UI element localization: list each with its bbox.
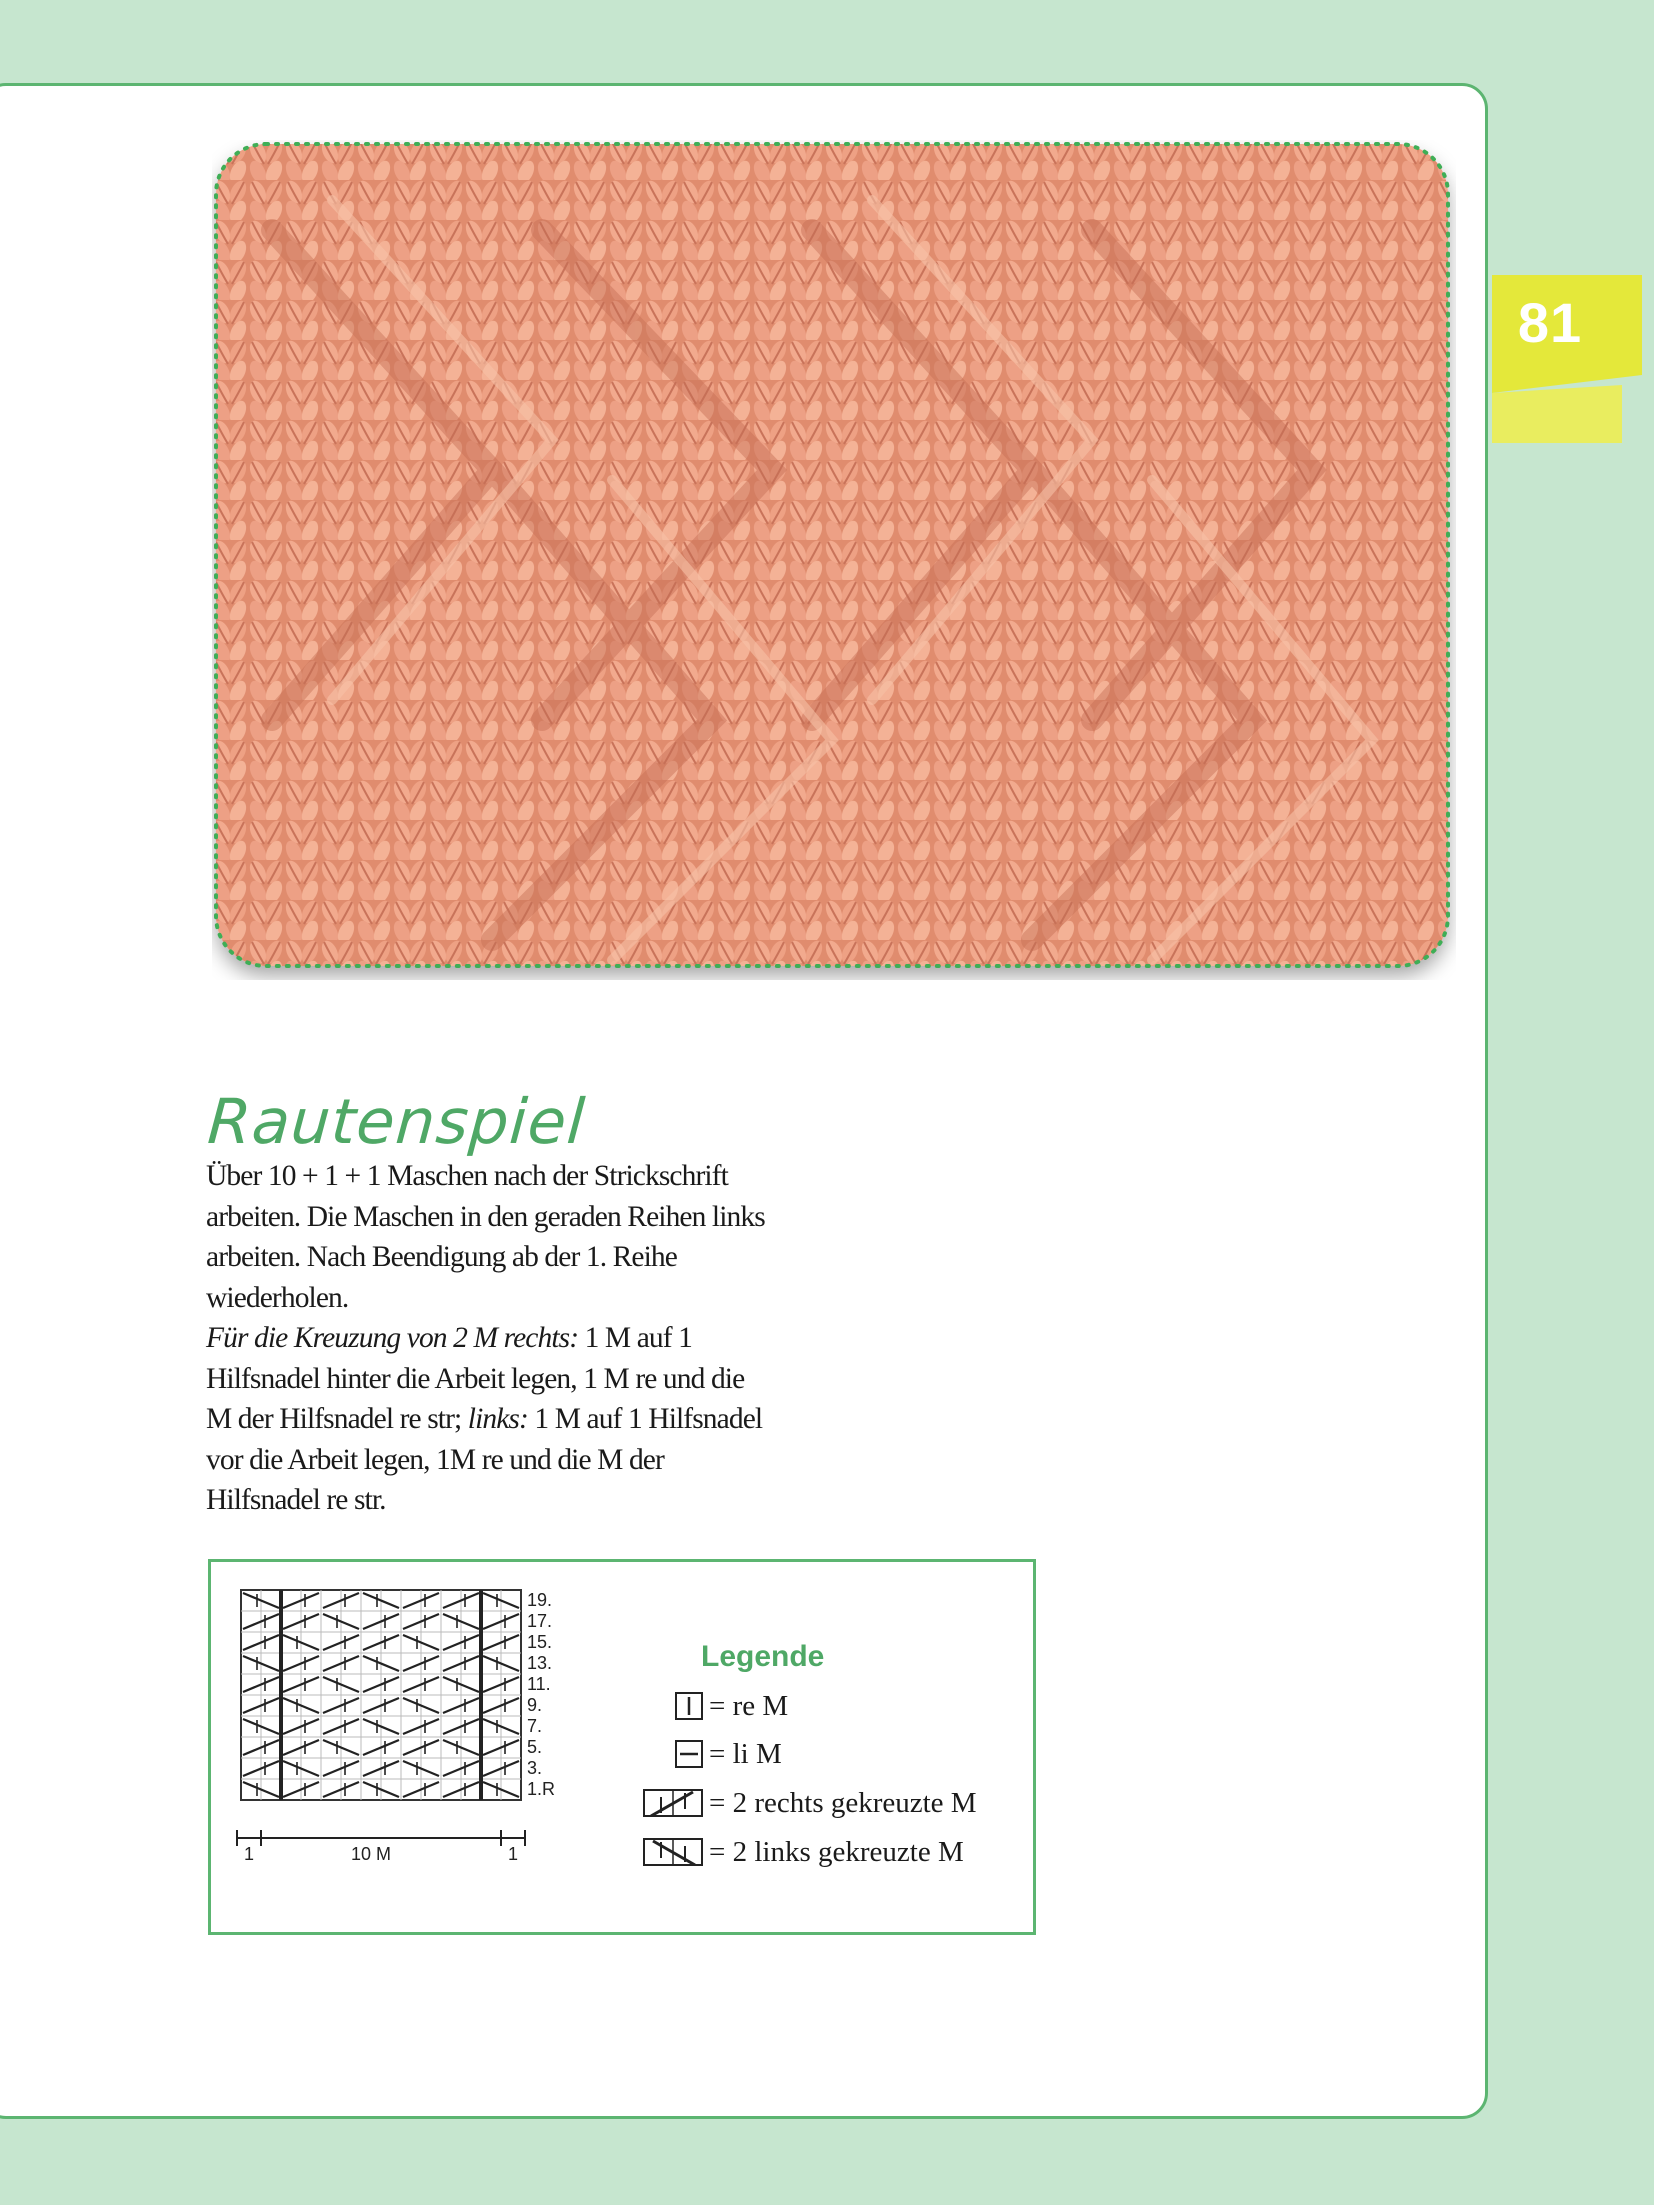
row-label: 19. — [527, 1590, 553, 1610]
legend-item-knit — [631, 1686, 788, 1726]
knit-stitch-symbol-icon — [631, 1692, 703, 1720]
knitting-chart — [211, 1562, 611, 1932]
row-label: 3. — [527, 1758, 543, 1778]
cross-instructions — [206, 1318, 766, 1521]
cross-intro: Für die Kreuzung von 2 M rechts: — [206, 1322, 579, 1354]
left-cross-symbol-icon — [631, 1838, 703, 1866]
row-label: 17. — [527, 1611, 553, 1631]
legend-item-label: = 2 links gekreuzte M — [709, 1835, 964, 1868]
legend-title: Legende — [701, 1640, 825, 1673]
purl-stitch-symbol-icon — [631, 1740, 703, 1768]
legend-item-label: = li M — [709, 1737, 782, 1770]
cross-right-text: 1 M auf 1 Hilfsnadel hinter die Arbeit legen, 1 M re und die M der Hilfsnadel re str; — [206, 1322, 745, 1435]
scale-label: 1 — [243, 1844, 255, 1864]
legend-item-label: = re M — [709, 1689, 789, 1722]
pattern-instructions — [206, 1156, 766, 1521]
right-cross-symbol-icon — [631, 1789, 703, 1817]
pattern-title: Rautenspiel — [205, 1085, 588, 1158]
row-label: 7. — [527, 1716, 543, 1736]
scale-label: 10 M — [350, 1844, 392, 1864]
chart-box — [208, 1559, 1036, 1935]
scale-label: 1 — [507, 1844, 519, 1864]
row-label: 1.R — [527, 1779, 556, 1799]
row-label: 15. — [527, 1632, 553, 1652]
knitted-swatch-photo — [212, 140, 1456, 980]
page-number: 81 — [1517, 291, 1583, 354]
legend-item-right-cross — [631, 1783, 977, 1823]
cross-left-text: 1 M auf 1 Hilfsnadel vor die Arbeit legen, 1M re und die M der Hilfsnadel re str. — [206, 1403, 763, 1516]
row-label: 13. — [527, 1653, 553, 1673]
legend-item-purl — [631, 1734, 782, 1774]
legend-item-label: = 2 rechts gekreuzte M — [709, 1786, 977, 1819]
row-label: 11. — [527, 1674, 551, 1694]
cross-left-label: links: — [467, 1403, 528, 1435]
pattern-intro: Über 10 + 1 + 1 Maschen nach der Strickschrift arbeiten. Die Maschen in den geraden Reihen links arbeiten. Nach Beendigung ab der 1. Reihe wiederholen. — [206, 1160, 765, 1314]
row-label: 5. — [527, 1737, 543, 1757]
legend-item-left-cross — [631, 1832, 964, 1872]
row-label: 9. — [527, 1695, 543, 1715]
